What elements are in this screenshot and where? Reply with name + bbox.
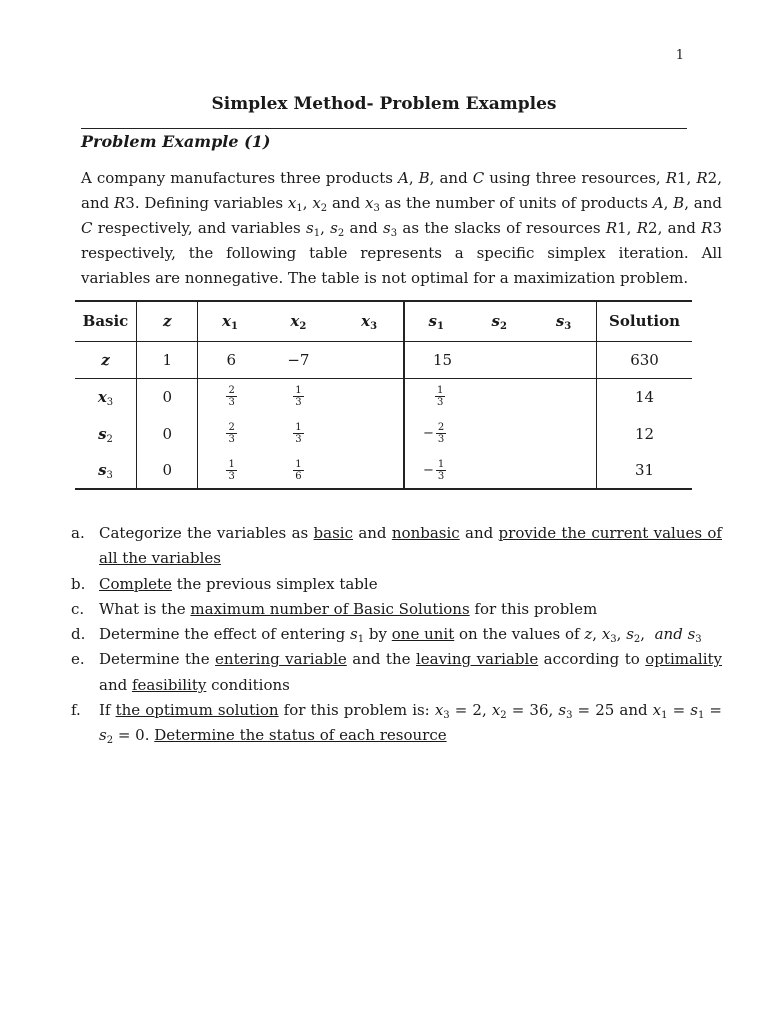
problem-statement: A company manufactures three products A, B, and C using three resources, R1, R2, and R3. Defining variables $x_1$, $x_2$ and $x_3$ as the number of units of products A, B, and C respectively, and variables $s_1$, $s_2$ and $s_3$ as the slacks of resources R1, R2, and R3 respectively, the following table represents a specific simplex iteration. All variables are nonnegative. The table is not optimal for a maximization problem.	[81, 169, 722, 287]
cell-basic: $s_2$	[98, 424, 113, 445]
table-row-z	[75, 341, 692, 378]
cell-solution: 14	[597, 378, 692, 415]
cell-s2	[467, 415, 531, 452]
list-item: b. Complete the previous simplex table	[71, 574, 378, 593]
cell-x2: $\frac{1}{3}$	[295, 385, 302, 409]
list-item: f. If the optimum solution for this problem is: $x_3 = 2$, $x_2 = 36$, $s_3 = 25$ and $x_1 = s_1 = s_2 = 0$. Determine the status of each resource	[71, 701, 723, 747]
header-s2: $s_2$	[467, 301, 531, 341]
header-basic: Basic	[75, 301, 136, 341]
header-x2: $x_2$	[262, 301, 336, 341]
cell-s1: − $\frac{1}{3}$	[404, 452, 468, 489]
cell-x2: $\frac{1}{6}$	[262, 452, 336, 489]
cell-x1: $\frac{1}{3}$	[198, 452, 262, 489]
cell-x3	[335, 415, 404, 452]
cell-s1: $\frac{1}{3}$	[404, 378, 468, 415]
cell-x2: −7	[262, 341, 336, 378]
cell-x2: $\frac{1}{3}$	[295, 422, 302, 445]
cell-s1: 15	[404, 341, 468, 378]
table-row	[75, 452, 692, 489]
header-solution: Solution	[597, 301, 692, 341]
cell-x1: $\frac{2}{3}$	[198, 378, 262, 415]
cell-s3	[531, 341, 597, 378]
cell-basic: z	[75, 341, 136, 378]
cell-basic: $x_3$	[97, 387, 114, 408]
simplex-table	[75, 300, 692, 490]
cell-z: 0	[136, 378, 197, 415]
page-number: 1	[675, 48, 684, 63]
list-item: c. What is the maximum number of Basic Solutions for this problem	[71, 599, 598, 618]
cell-x3	[335, 378, 404, 415]
cell-z: 0	[136, 452, 197, 489]
cell-x3	[335, 452, 404, 489]
cell-solution: 31	[597, 452, 692, 489]
cell-x1: 6	[198, 341, 262, 378]
cell-x3	[335, 341, 404, 378]
question-list	[71, 521, 722, 749]
cell-s2	[467, 341, 531, 378]
header-x3: $x_3$	[335, 301, 404, 341]
cell-s3	[531, 415, 597, 452]
cell-s3	[531, 452, 597, 489]
list-item: a. Categorize the variables as basic and nonbasic and provide the current values of all the variables	[71, 524, 722, 568]
problem-heading: Problem Example (1)	[81, 132, 271, 151]
cell-x1: $\frac{2}{3}$	[198, 415, 262, 452]
header-z: z	[136, 301, 197, 341]
cell-basic: $s_3$	[75, 452, 136, 489]
table-header-row	[75, 301, 692, 341]
cell-s2	[467, 452, 531, 489]
table-row	[75, 415, 692, 452]
cell-s1: − $\frac{2}{3}$	[404, 415, 468, 452]
list-item: e. Determine the entering variable and the leaving variable according to optimality and feasibility conditions	[71, 650, 723, 694]
cell-solution: 12	[597, 415, 692, 452]
cell-s2	[467, 378, 531, 415]
cell-z: 0	[136, 415, 197, 452]
list-item: d. Determine the effect of entering $s_1$ by one unit on the values of z, $x_3$, $s_2$, and $s_3$	[71, 625, 702, 646]
cell-solution: 630	[597, 341, 692, 378]
title-divider	[81, 128, 687, 129]
table-row	[75, 378, 692, 415]
page-title: Simplex Method- Problem Examples	[211, 94, 557, 114]
header-s3: $s_3$	[531, 301, 597, 341]
header-x1: $x_1$	[198, 301, 262, 341]
header-s1: $s_1$	[404, 301, 468, 341]
cell-z: 1	[136, 341, 197, 378]
cell-s3	[531, 378, 597, 415]
